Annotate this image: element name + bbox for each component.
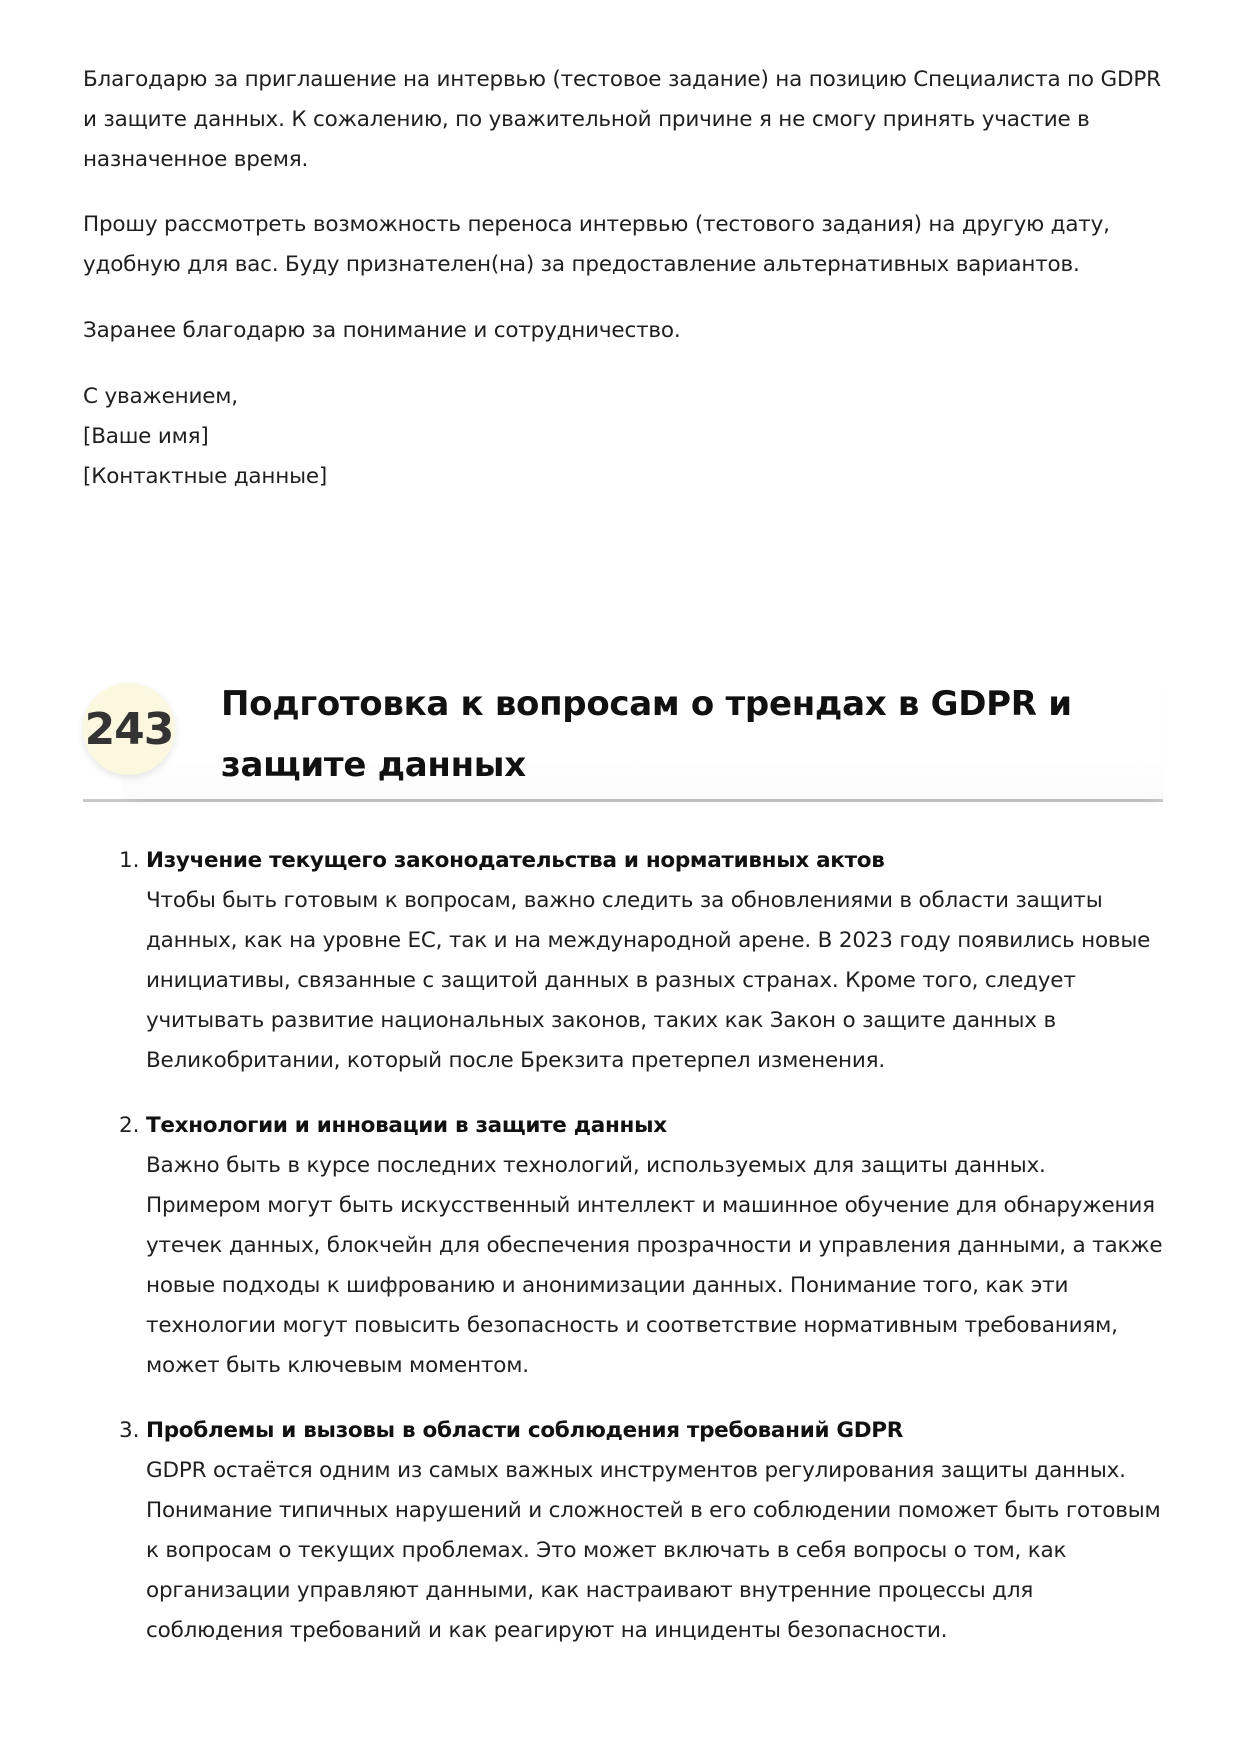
list-item-body: Важно быть в курсе последних технологий, используемых для защиты данных. Примером могут быть искусственный интеллект и машинное обучение для обнаружения утечек данных, блокчейн для обеспечения прозрачности и управления данными, а также новые подходы к шифрованию и анонимизации данных. Понимание того, как эти технологии могут повысить безопасность и соответствие нормативным требованиям, может быть ключевым моментом. xyxy=(146,1153,1163,1378)
list-item-body: Чтобы быть готовым к вопросам, важно следить за обновлениями в области защиты данных, как на уровне ЕС, так и на международной арене. В 2023 году появились новые инициативы, связанные с защитой данных в разных странах. Кроме того, следует учитывать развитие национальных законов, таких как Закон о защите данных в Великобритании, который после Брекзита претерпел изменения. xyxy=(146,888,1151,1073)
list-item xyxy=(83,1411,1163,1651)
list-item-number: 3. xyxy=(119,1418,140,1443)
list-item xyxy=(83,841,1163,1081)
closing-line: С уважением, xyxy=(83,384,238,409)
list-item-title: Изучение текущего законодательства и нормативных актов xyxy=(146,848,885,873)
list-item xyxy=(83,1106,1163,1386)
letter-paragraph-3: Заранее благодарю за понимание и сотрудничество. xyxy=(83,318,681,343)
letter-paragraph-1: Благодарю за приглашение на интервью (тестовое задание) на позицию Специалиста по GDPR и защите данных. К сожалению, по уважительной причине я не смогу принять участие в назначенное время. xyxy=(83,67,1161,172)
list-item-number: 1. xyxy=(119,848,140,873)
section-number-badge: 243 xyxy=(83,683,175,775)
list-item-title: Проблемы и вызовы в области соблюдения требований GDPR xyxy=(146,1418,904,1443)
tips-list xyxy=(83,841,1163,1676)
section-header xyxy=(83,668,1163,802)
list-item-body: GDPR остаётся одним из самых важных инструментов регулирования защиты данных. Понимание типичных нарушений и сложностей в его соблюдении поможет быть готовым к вопросам о текущих проблемах. Это может включать в себя вопросы о том, как организации управляют данными, как настраивают внутренние процессы для соблюдения требований и как реагируют на инциденты безопасности. xyxy=(146,1458,1161,1643)
section-title: Подготовка к вопросам о трендах в GDPR и защите данных xyxy=(221,684,1072,785)
name-placeholder: [Ваше имя] xyxy=(83,424,209,449)
list-item-title: Технологии и инновации в защите данных xyxy=(146,1113,667,1138)
list-item-number: 2. xyxy=(119,1113,140,1138)
letter-paragraph-2: Прошу рассмотреть возможность переноса интервью (тестового задания) на другую дату, удобную для вас. Буду признателен(на) за предоставление альтернативных вариантов. xyxy=(83,212,1110,277)
letter-signature xyxy=(83,377,1163,497)
contacts-placeholder: [Контактные данные] xyxy=(83,464,328,489)
